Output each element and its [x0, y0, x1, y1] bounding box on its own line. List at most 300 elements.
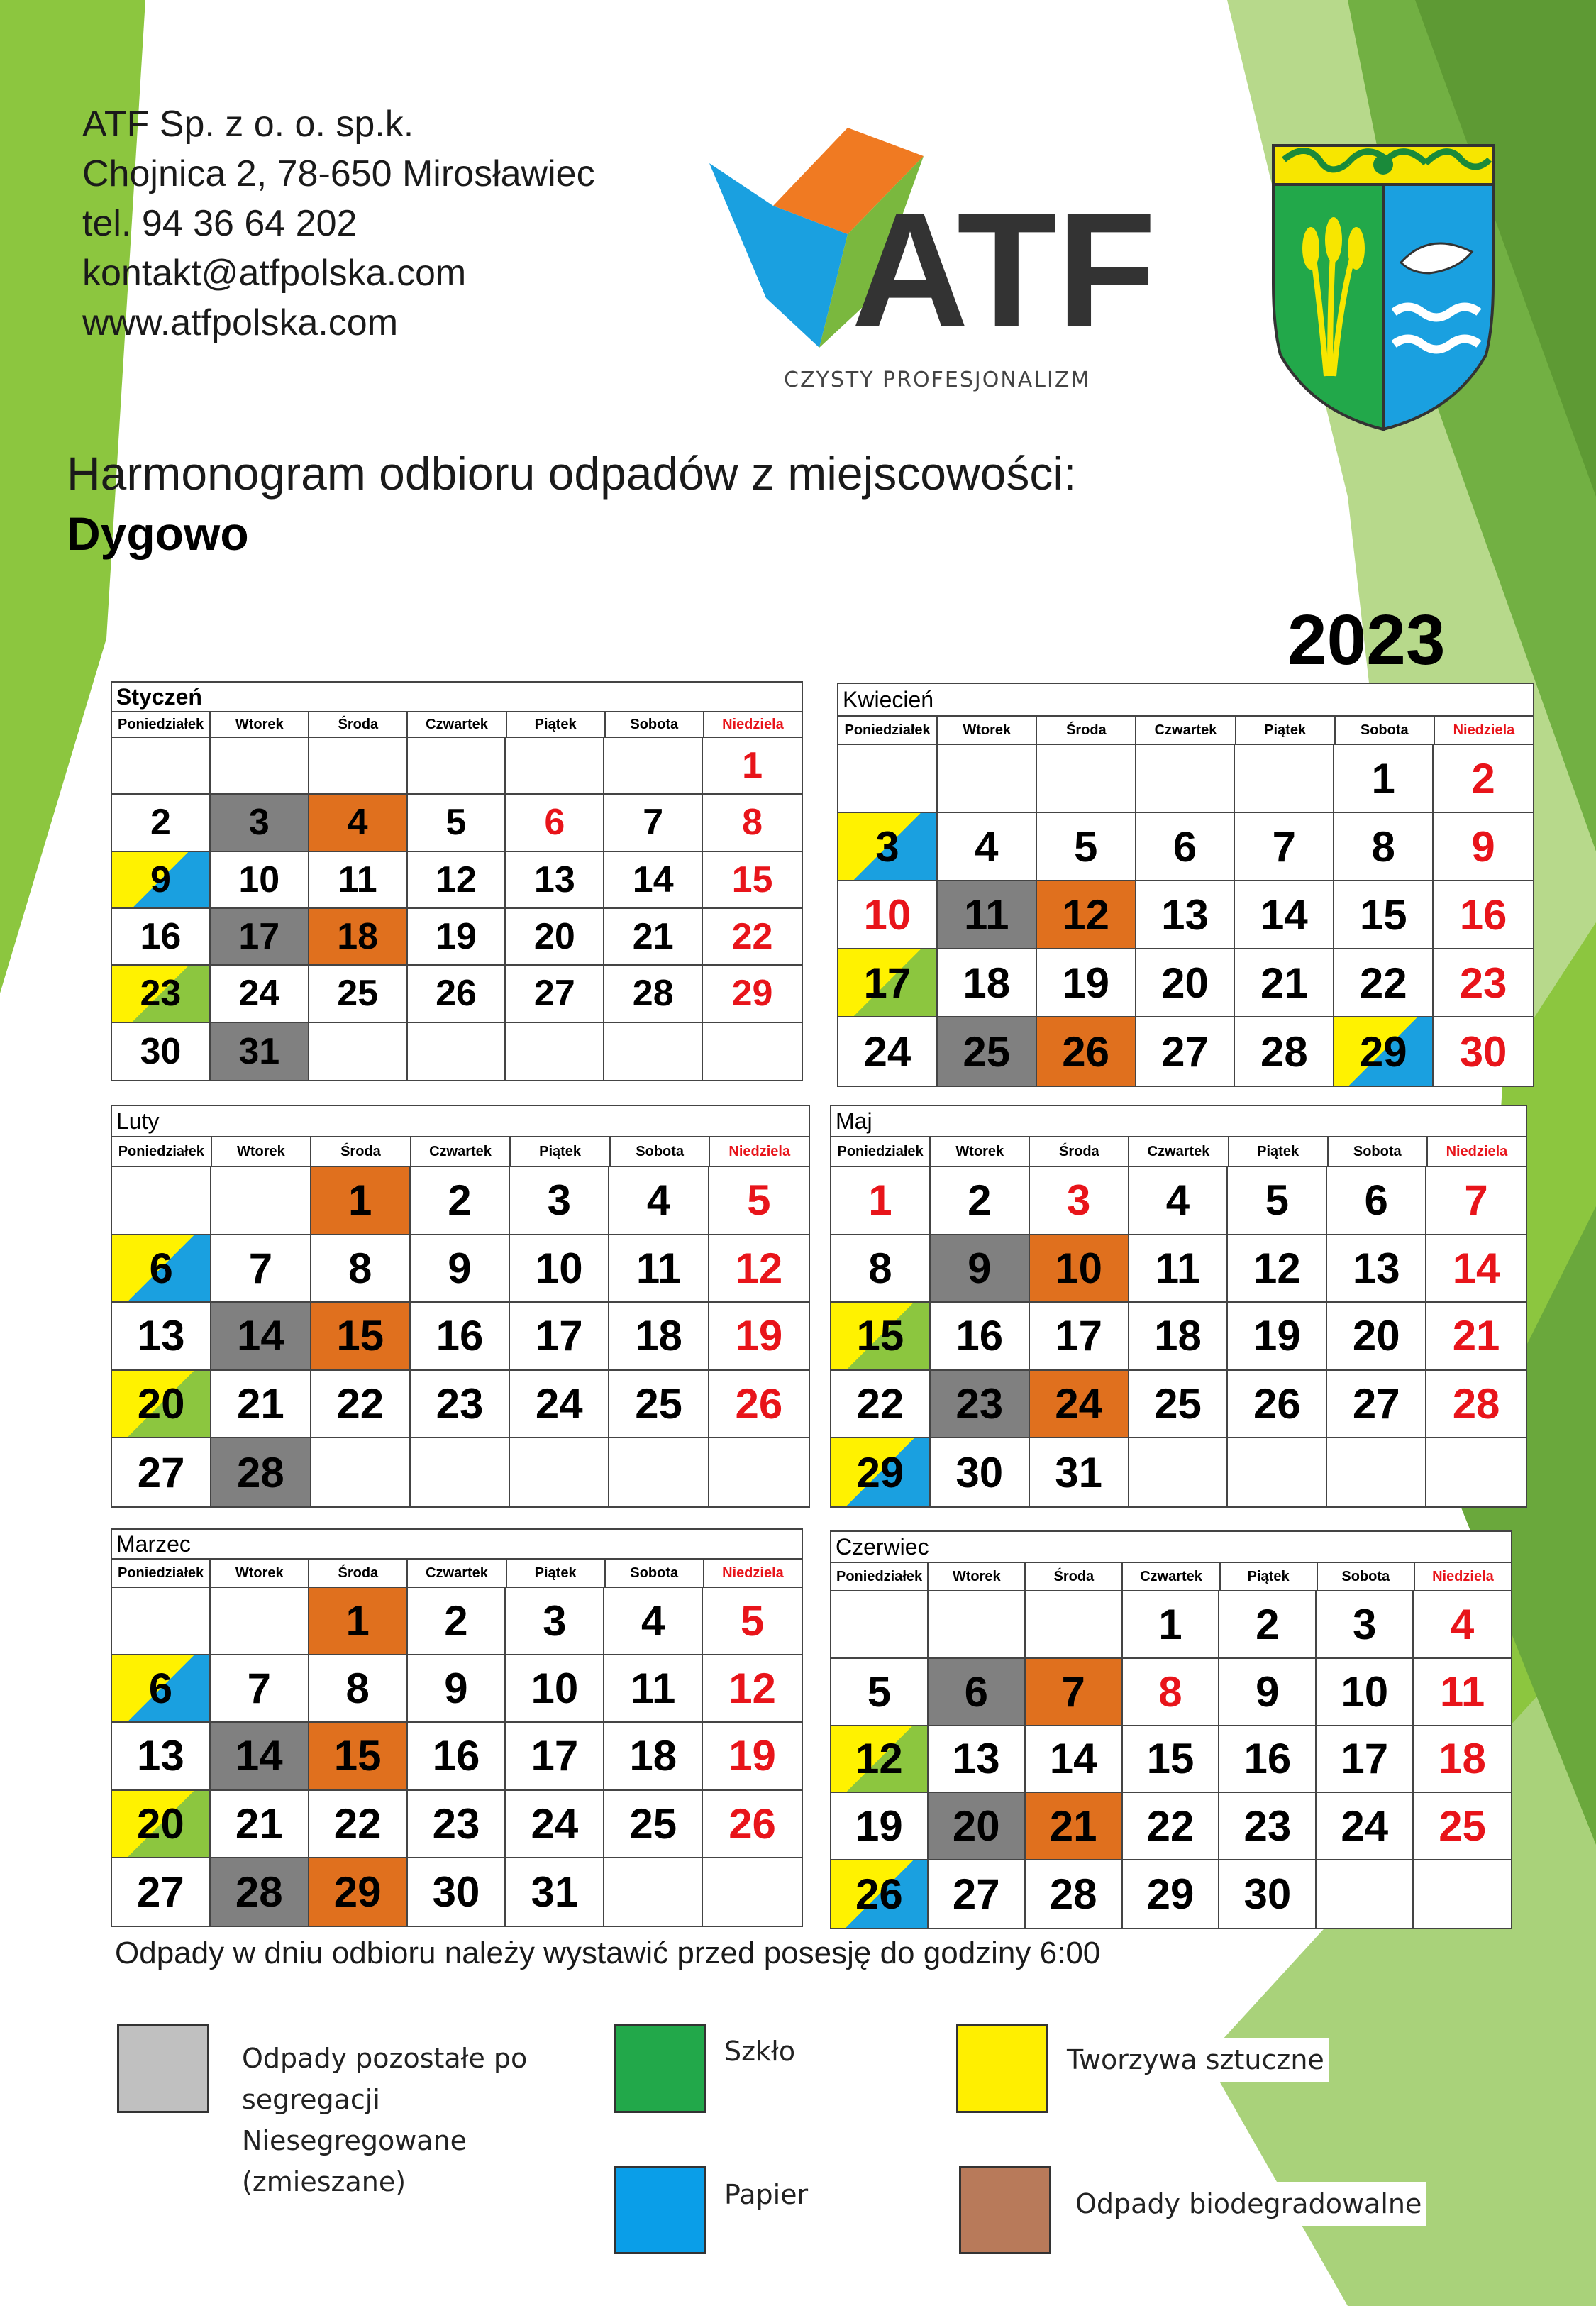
day-number: 27 — [137, 1868, 184, 1916]
day-number: 28 — [1260, 1027, 1308, 1076]
empty-cell — [1414, 1860, 1511, 1928]
day-cell — [838, 881, 938, 949]
day-number: 4 — [975, 822, 999, 871]
day-number: 10 — [238, 859, 280, 900]
day-number: 24 — [531, 1799, 579, 1848]
day-number: 2 — [150, 802, 171, 844]
empty-cell — [510, 1438, 609, 1506]
company-phone: tel. 94 36 64 202 — [82, 203, 358, 244]
day-number: 4 — [347, 802, 368, 844]
day-number: 30 — [140, 1030, 182, 1072]
day-number: 12 — [1253, 1244, 1301, 1292]
day-number: 6 — [149, 1244, 173, 1292]
weekday-label: Piątek — [511, 1137, 611, 1167]
day-cell — [112, 1791, 211, 1858]
day-cell — [408, 1723, 506, 1790]
day-cell — [1327, 1235, 1426, 1303]
day-cell — [1030, 1235, 1129, 1303]
day-cell — [831, 1726, 929, 1794]
day-number: 3 — [248, 802, 270, 844]
day-cell — [1123, 1793, 1220, 1860]
month-name: Kwiecień — [843, 687, 934, 712]
day-cell — [604, 852, 703, 909]
day-cell — [411, 1303, 510, 1371]
weekday-label: Czwartek — [1123, 1563, 1220, 1591]
day-cell — [112, 795, 211, 851]
day-number: 14 — [1452, 1244, 1500, 1292]
weekday-label: Piątek — [507, 1560, 606, 1588]
day-number: 19 — [1062, 959, 1109, 1007]
empty-cell — [831, 1591, 929, 1659]
day-number: 10 — [531, 1665, 579, 1713]
weekday-label: Wtorek — [938, 717, 1037, 745]
day-cell — [1129, 1371, 1229, 1439]
day-number: 4 — [1450, 1600, 1475, 1648]
weekday-label: Niedziela — [722, 717, 784, 732]
day-cell — [831, 1793, 929, 1860]
day-cell — [1037, 949, 1136, 1017]
weekday-label: Niedziela — [1446, 1144, 1508, 1159]
empty-cell — [1228, 1438, 1327, 1506]
day-number: 9 — [444, 1665, 468, 1713]
empty-cell — [929, 1591, 1026, 1659]
day-cell — [1434, 949, 1533, 1017]
day-cell — [112, 909, 211, 966]
day-number: 14 — [1049, 1735, 1097, 1783]
day-cell — [609, 1167, 709, 1235]
weekday-label: Czwartek — [411, 1137, 511, 1167]
empty-cell — [604, 1858, 703, 1926]
empty-cell — [1026, 1591, 1123, 1659]
day-grid — [112, 737, 802, 1080]
day-number: 9 — [150, 859, 171, 900]
day-number: 13 — [137, 1732, 184, 1780]
day-grid — [112, 1587, 802, 1926]
day-number: 19 — [1253, 1312, 1301, 1360]
day-number: 29 — [856, 1448, 904, 1496]
legend-swatch-paper — [614, 2166, 706, 2254]
day-number: 18 — [337, 916, 379, 958]
day-number: 17 — [535, 1312, 583, 1360]
day-number: 17 — [1055, 1312, 1102, 1360]
day-cell — [604, 795, 703, 851]
day-number: 26 — [1253, 1380, 1301, 1428]
day-number: 16 — [436, 1312, 484, 1360]
day-cell — [211, 909, 309, 966]
empty-cell — [112, 738, 211, 795]
day-number: 17 — [1341, 1735, 1389, 1783]
day-number: 23 — [436, 1380, 484, 1428]
empty-cell — [408, 738, 506, 795]
day-cell — [309, 1723, 408, 1790]
day-cell — [1235, 881, 1334, 949]
day-cell — [604, 1655, 703, 1723]
month-name: Marzec — [116, 1531, 191, 1557]
day-cell — [408, 1791, 506, 1858]
day-cell — [1026, 1659, 1123, 1726]
day-cell — [1123, 1659, 1220, 1726]
day-cell — [709, 1371, 809, 1439]
company-contact — [82, 99, 595, 348]
day-number: 2 — [1256, 1600, 1280, 1648]
day-cell — [309, 795, 408, 851]
day-cell — [411, 1371, 510, 1439]
pickup-note: Odpady w dniu odbioru należy wystawić przed posesję do godziny 6:00 — [115, 1936, 1101, 1970]
weekday-header — [112, 1136, 809, 1167]
day-cell — [703, 966, 802, 1022]
day-cell — [931, 1167, 1030, 1235]
day-number: 7 — [643, 802, 664, 844]
day-cell — [506, 1588, 604, 1655]
day-number: 20 — [137, 1380, 185, 1428]
day-number: 26 — [855, 1870, 903, 1919]
day-cell — [931, 1371, 1030, 1439]
weekday-header — [831, 1562, 1511, 1591]
day-cell — [408, 909, 506, 966]
day-grid — [831, 1166, 1526, 1506]
weekday-header — [838, 715, 1533, 745]
day-number: 2 — [444, 1597, 468, 1645]
day-number: 8 — [345, 1665, 370, 1713]
empty-cell — [311, 1438, 411, 1506]
weekday-label: Czwartek — [1129, 1137, 1229, 1167]
day-cell — [1219, 1793, 1317, 1860]
empty-cell — [1235, 745, 1334, 813]
day-cell — [211, 795, 309, 851]
day-number: 15 — [1359, 890, 1407, 939]
day-cell — [929, 1860, 1026, 1928]
day-number: 18 — [635, 1312, 682, 1360]
weekday-header — [112, 1558, 802, 1588]
day-number: 23 — [1459, 959, 1507, 1007]
day-number: 31 — [238, 1030, 280, 1072]
day-cell — [211, 1723, 309, 1790]
day-number: 6 — [148, 1665, 173, 1713]
day-number: 8 — [868, 1244, 892, 1292]
day-cell — [1235, 813, 1334, 881]
empty-cell — [609, 1438, 709, 1506]
day-number: 22 — [1359, 959, 1407, 1007]
day-number: 12 — [855, 1735, 903, 1783]
day-number: 13 — [1352, 1244, 1400, 1292]
day-number: 29 — [731, 973, 773, 1015]
day-cell — [506, 909, 604, 966]
day-cell — [604, 1723, 703, 1790]
schedule-title: Harmonogram odbioru odpadów z miejscowości: — [67, 447, 1077, 500]
day-cell — [408, 1858, 506, 1926]
month-name: Czerwiec — [836, 1534, 929, 1560]
weekday-label: Sobota — [1336, 717, 1435, 745]
day-cell — [211, 1023, 309, 1080]
day-number: 24 — [238, 973, 280, 1015]
day-cell — [1129, 1303, 1229, 1371]
day-number: 27 — [952, 1870, 1000, 1919]
day-cell — [211, 1438, 311, 1506]
day-number: 23 — [140, 973, 182, 1015]
weekday-label: Niedziela — [728, 1144, 791, 1159]
day-cell — [703, 795, 802, 851]
day-number: 16 — [1243, 1735, 1292, 1783]
empty-cell — [309, 738, 408, 795]
day-number: 9 — [448, 1244, 472, 1292]
empty-cell — [211, 1588, 309, 1655]
weekday-label: Niedziela — [722, 1565, 784, 1581]
day-cell — [1219, 1726, 1317, 1794]
day-number: 26 — [735, 1380, 783, 1428]
day-cell — [1026, 1793, 1123, 1860]
company-address: Chojnica 2, 78-650 Mirosławiec — [82, 153, 595, 194]
day-cell — [604, 1791, 703, 1858]
day-number: 22 — [731, 916, 773, 958]
month-calendar — [111, 681, 803, 1081]
day-number: 13 — [137, 1312, 185, 1360]
day-cell — [112, 1235, 211, 1303]
town-name: Dygowo — [67, 507, 249, 560]
weekday-label: Piątek — [507, 712, 606, 738]
day-grid — [112, 1166, 809, 1506]
day-number: 1 — [345, 1597, 370, 1645]
day-number: 21 — [1049, 1802, 1097, 1850]
day-number: 28 — [1452, 1380, 1500, 1428]
day-number: 25 — [635, 1380, 682, 1428]
day-cell — [609, 1303, 709, 1371]
day-cell — [1414, 1659, 1511, 1726]
day-cell — [506, 852, 604, 909]
weekday-label: Wtorek — [211, 1560, 309, 1588]
day-cell — [1037, 813, 1136, 881]
day-cell — [1129, 1235, 1229, 1303]
day-number: 27 — [137, 1448, 185, 1496]
day-number: 25 — [629, 1799, 677, 1848]
day-number: 1 — [868, 1176, 892, 1225]
day-number: 10 — [1341, 1667, 1389, 1716]
day-cell — [703, 1588, 802, 1655]
empty-cell — [1129, 1438, 1229, 1506]
weekday-label: Poniedziałek — [838, 717, 938, 745]
day-number: 5 — [747, 1176, 771, 1225]
day-cell — [1414, 1726, 1511, 1794]
day-number: 27 — [1352, 1380, 1400, 1428]
day-number: 24 — [1341, 1802, 1389, 1850]
day-number: 19 — [735, 1312, 783, 1360]
day-number: 14 — [237, 1312, 284, 1360]
day-cell — [1434, 813, 1533, 881]
day-number: 10 — [863, 890, 911, 939]
day-cell — [112, 1723, 211, 1790]
day-cell — [838, 1017, 938, 1086]
legend-swatch-bio — [959, 2166, 1051, 2254]
day-number: 11 — [338, 859, 377, 900]
weekday-label: Wtorek — [929, 1563, 1026, 1591]
day-cell — [838, 949, 938, 1017]
day-cell — [309, 966, 408, 1022]
day-cell — [112, 1858, 211, 1926]
weekday-label: Środa — [311, 1137, 411, 1167]
day-cell — [510, 1371, 609, 1439]
empty-cell — [112, 1588, 211, 1655]
day-cell — [1334, 1017, 1434, 1086]
day-cell — [609, 1371, 709, 1439]
day-number: 30 — [1459, 1027, 1507, 1076]
empty-cell — [604, 1023, 703, 1080]
day-cell — [1434, 745, 1533, 813]
day-number: 12 — [735, 1244, 783, 1292]
day-cell — [211, 1371, 311, 1439]
weekday-label: Poniedziałek — [112, 712, 211, 738]
day-number: 4 — [646, 1176, 671, 1225]
day-number: 9 — [1471, 822, 1495, 871]
empty-cell — [211, 1167, 311, 1235]
weekday-label: Czwartek — [408, 1560, 506, 1588]
weekday-label: Poniedziałek — [831, 1137, 931, 1167]
day-number: 11 — [1155, 1244, 1201, 1292]
day-cell — [112, 1023, 211, 1080]
day-cell — [703, 738, 802, 795]
empty-cell — [411, 1438, 510, 1506]
day-number: 14 — [632, 859, 674, 900]
day-number: 1 — [348, 1176, 372, 1225]
weekday-label: Sobota — [1329, 1137, 1428, 1167]
day-number: 22 — [336, 1380, 384, 1428]
day-cell — [929, 1793, 1026, 1860]
day-cell — [1327, 1167, 1426, 1235]
day-number: 12 — [436, 859, 477, 900]
day-number: 3 — [875, 822, 899, 871]
day-cell — [1317, 1726, 1414, 1794]
day-number: 16 — [140, 916, 182, 958]
weekday-label: Piątek — [1221, 1563, 1318, 1591]
day-number: 28 — [632, 973, 674, 1015]
day-number: 15 — [1146, 1735, 1195, 1783]
day-number: 29 — [1146, 1870, 1195, 1919]
day-cell — [211, 852, 309, 909]
day-cell — [1219, 1591, 1317, 1659]
day-number: 22 — [856, 1380, 904, 1428]
day-number: 17 — [238, 916, 280, 958]
day-number: 21 — [235, 1799, 283, 1848]
month-name: Styczeń — [116, 684, 202, 710]
day-number: 21 — [237, 1380, 284, 1428]
empty-cell — [703, 1858, 802, 1926]
day-number: 16 — [432, 1732, 480, 1780]
day-cell — [703, 1723, 802, 1790]
day-number: 8 — [742, 802, 763, 844]
day-cell — [408, 966, 506, 1022]
day-number: 28 — [235, 1868, 283, 1916]
day-cell — [931, 1438, 1030, 1506]
day-number: 6 — [544, 802, 565, 844]
day-cell — [1334, 745, 1434, 813]
day-number: 30 — [432, 1868, 480, 1916]
day-cell — [311, 1371, 411, 1439]
day-cell — [938, 813, 1037, 881]
empty-cell — [709, 1438, 809, 1506]
day-cell — [1136, 1017, 1236, 1086]
day-cell — [309, 909, 408, 966]
empty-cell — [938, 745, 1037, 813]
day-number: 25 — [963, 1027, 1011, 1076]
weekday-header — [112, 711, 802, 738]
day-cell — [1327, 1371, 1426, 1439]
day-cell — [309, 1588, 408, 1655]
day-number: 26 — [436, 973, 477, 1015]
day-number: 2 — [968, 1176, 992, 1225]
day-number: 23 — [955, 1380, 1004, 1428]
logo-name: ATF — [851, 179, 1156, 361]
day-cell — [1414, 1793, 1511, 1860]
day-number: 19 — [855, 1802, 903, 1850]
day-cell — [1334, 813, 1434, 881]
day-cell — [506, 1858, 604, 1926]
day-number: 24 — [535, 1380, 583, 1428]
day-cell — [609, 1235, 709, 1303]
weekday-label: Czwartek — [408, 712, 506, 738]
month-calendar — [837, 683, 1534, 1087]
day-number: 28 — [237, 1448, 284, 1496]
empty-cell — [408, 1023, 506, 1080]
month-name: Luty — [116, 1108, 160, 1134]
day-number: 17 — [531, 1732, 579, 1780]
day-cell — [1123, 1726, 1220, 1794]
day-cell — [506, 966, 604, 1022]
day-number: 16 — [955, 1312, 1004, 1360]
day-cell — [510, 1167, 609, 1235]
day-cell — [311, 1167, 411, 1235]
day-cell — [831, 1438, 931, 1506]
day-cell — [510, 1303, 609, 1371]
day-number: 4 — [1165, 1176, 1190, 1225]
day-number: 10 — [1055, 1244, 1102, 1292]
day-cell — [506, 795, 604, 851]
weekday-label: Środa — [1030, 1137, 1129, 1167]
weekday-label: Środa — [1037, 717, 1136, 745]
day-number: 16 — [1459, 890, 1507, 939]
day-number: 13 — [952, 1735, 1000, 1783]
atf-logo — [702, 121, 1156, 404]
weekday-label: Sobota — [1318, 1563, 1415, 1591]
weekday-label: Wtorek — [211, 712, 309, 738]
day-cell — [709, 1167, 809, 1235]
day-number: 11 — [636, 1244, 682, 1292]
day-number: 21 — [1260, 959, 1308, 1007]
weekday-label: Wtorek — [212, 1137, 312, 1167]
day-cell — [506, 1655, 604, 1723]
day-number: 14 — [1260, 890, 1308, 939]
day-cell — [831, 1235, 931, 1303]
weekday-label: Niedziela — [1432, 1569, 1494, 1584]
day-cell — [931, 1303, 1030, 1371]
day-number: 29 — [333, 1868, 382, 1916]
company-name: ATF Sp. z o. o. sp.k. — [82, 104, 414, 145]
day-number: 5 — [867, 1667, 892, 1716]
day-number: 4 — [641, 1597, 665, 1645]
legend-swatch-glass — [614, 2024, 706, 2113]
day-number: 24 — [1055, 1380, 1102, 1428]
day-number: 21 — [632, 916, 674, 958]
day-cell — [1317, 1659, 1414, 1726]
weekday-label: Piątek — [1229, 1137, 1329, 1167]
empty-cell — [506, 738, 604, 795]
day-cell — [1434, 1017, 1533, 1086]
day-cell — [309, 1791, 408, 1858]
day-cell — [1219, 1860, 1317, 1928]
weekday-label: Czwartek — [1136, 717, 1236, 745]
day-number: 25 — [1154, 1380, 1202, 1428]
day-cell — [931, 1235, 1030, 1303]
day-number: 7 — [1464, 1176, 1488, 1225]
company-website: www.atfpolska.com — [82, 302, 399, 343]
empty-cell — [211, 738, 309, 795]
